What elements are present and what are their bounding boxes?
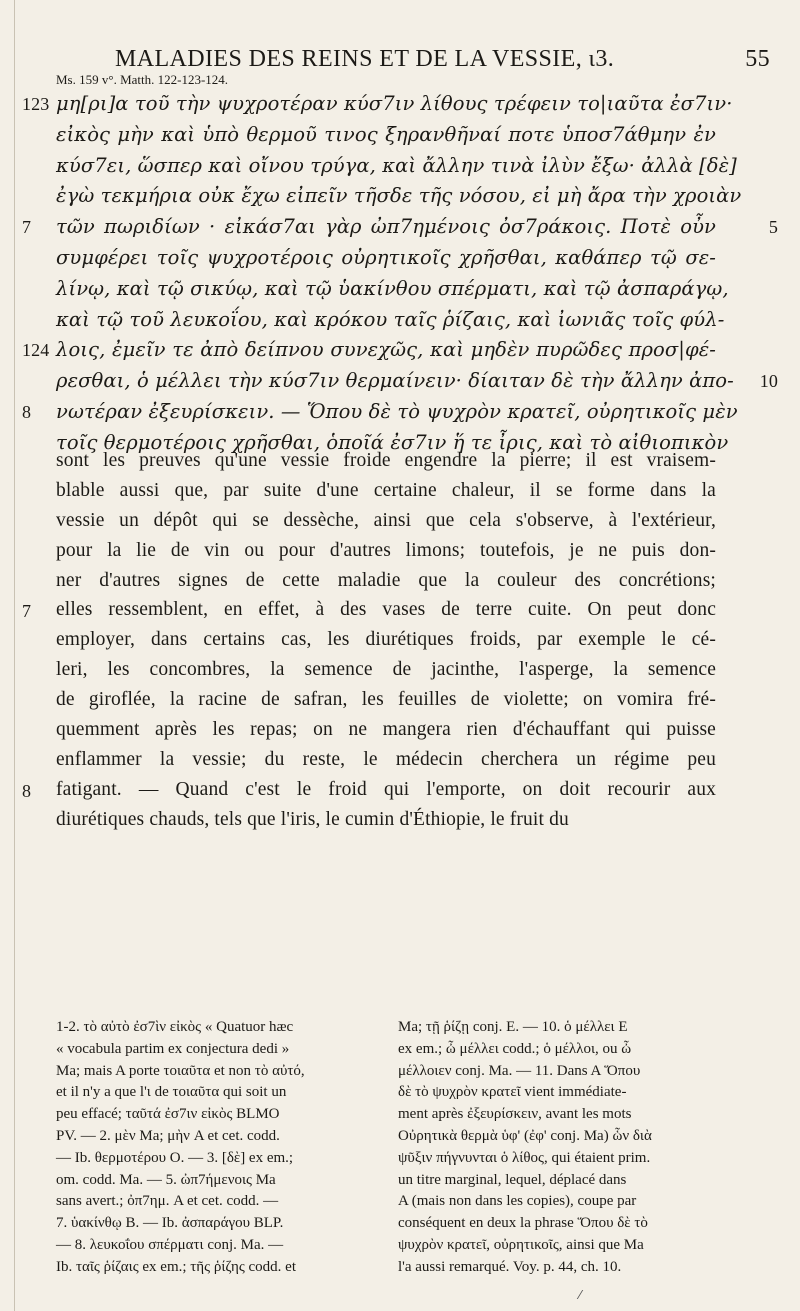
footnote-line: et il n'y a que l'ι de τοιαῦτα qui soit un <box>56 1084 287 1101</box>
french-line-text: diurétiques chauds, tels que l'iris, le cumin d'Éthiopie, le fruit du <box>56 808 569 830</box>
footnote-line: Ma; mais A porte τοιαῦτα et non τὸ αὐτό, <box>56 1062 305 1079</box>
greek-line <box>22 92 733 123</box>
french-line <box>56 510 716 540</box>
greek-line-text: ρεσθαι, ὁ μέλλει τὴν κύσ7ιν θερμαίνειν· δίαιταν δὲ τὴν ἄλλην ἀπο- <box>56 369 734 393</box>
french-line-text: employer, dans certains cas, les diurétiques froids, par exemple le cé- <box>56 629 716 651</box>
greek-line-text: ἐγὼ τεκμήρια οὐκ ἔχω εἰπεῖν τῆσδε τῆς νόσου, εἰ μὴ ἄρα τὴν χροιὰν <box>56 184 742 208</box>
margin-number-left: 123 <box>22 94 50 114</box>
page-number: 55 <box>745 46 770 72</box>
french-line <box>56 540 716 570</box>
footnote-line: ex em.; ὦ μέλλει codd.; ὁ μέλλοι, ou ὦ <box>398 1040 632 1057</box>
greek-line <box>22 338 716 369</box>
footnote-line: peu effacé; ταῦτά ἐσ7ιν εἰκὸς BLMO <box>56 1106 280 1123</box>
footnote-line: — 8. λευκοΐου σπέρματι conj. Ma. — <box>56 1236 284 1253</box>
margin-number-left: 124 <box>22 340 50 361</box>
footnote-line: l'a aussi remarqué. Voy. p. 44, ch. 10. <box>398 1258 622 1275</box>
margin-number-left: 7 <box>22 217 32 238</box>
french-line-text: leri, les concombres, la semence de jacinthe, l'asperge, la semence <box>56 659 716 681</box>
margin-number-right: 10 <box>759 371 778 392</box>
footnote-line: δὲ τὸ ψυχρὸν κρατεῖ vient immédiate- <box>398 1084 627 1101</box>
french-line <box>56 450 716 480</box>
french-line-text: enflammer la vessie; du reste, le médecin cherchera un régime peu <box>56 748 716 770</box>
greek-line <box>56 246 716 277</box>
footnote-line: — Ib. θερμοτέρου O. — 3. [δὲ] ex em.; <box>56 1149 294 1166</box>
footnote-line: ψῦξιν πήγνυνται ὁ λίθος, qui étaient prim. <box>398 1149 651 1166</box>
greek-line-text: εἰκὸς μὴν καὶ ὑπὸ θερμοῦ τινος ξηρανθῆναί ποτε ὑποσ7άθμην ἐν <box>56 122 716 146</box>
footnote-line: conséquent en deux la phrase Ὅπου δὲ τὸ <box>398 1215 648 1232</box>
margin-number-right: 5 <box>768 217 778 238</box>
greek-line-text: καὶ τῷ τοῦ λευκοΐου, καὶ κρόκου ταῖς ῥίζαις, καὶ ἰωνιᾶς τοῖς φύλ- <box>56 307 725 331</box>
running-title: MALADIES DES REINS ET DE LA VESSIE, ι3. <box>115 46 615 72</box>
french-line-text: quemment après les repas; on ne mangera rien d'échauffant qui puisse <box>56 719 716 741</box>
footnote-line: Ib. ταῖς ῥίζαις ex em.; τῆς ῥίζης codd. et <box>56 1258 297 1275</box>
footnote-line: A (mais non dans les copies), coupe par <box>398 1193 637 1210</box>
french-line-text: fatigant. — Quand c'est le froid qui l'emporte, on doit recourir aux <box>56 778 716 800</box>
greek-line-text: νωτέραν ἐξευρίσκειν. — Ὅπου δὲ τὸ ψυχρὸν κρατεῖ, οὐρητικοῖς μὲν <box>56 399 738 423</box>
greek-line <box>56 369 778 400</box>
greek-line-text: κύσ7ει, ὥσπερ καὶ οἴνου τρύγα, καὶ ἄλλην τινὰ ἰλὺν ἔξω· ἀλλὰ [δὲ] <box>56 153 737 177</box>
greek-line-text: τῶν πωριδίων · εἰκάσ7αι γὰρ ὠπ7ημένοις ὀσ7ράκοις. Ποτὲ οὖν <box>56 215 716 239</box>
greek-line <box>56 307 725 339</box>
greek-line <box>56 276 729 308</box>
french-line-text: elles ressemblent, en effet, à des vases de terre cuite. On peut donc <box>56 599 716 621</box>
french-line <box>56 749 716 779</box>
greek-line-text: λοις, ἐμεῖν τε ἀπὸ δείπνου συνεχῶς, καὶ μηδὲν πυρῶδες προσ|φέ- <box>56 338 716 362</box>
footnotes <box>56 1017 716 1275</box>
greek-line-text: μη[ρι]α τοῦ τὴν ψυχροτέραν κύσ7ιν λίθους τρέφειν το|ιαῦτα ἐσ7ιν· <box>56 92 733 115</box>
french-line-text: pour la lie de vin ou pour d'autres limons; toutefois, je ne puis don- <box>56 539 716 561</box>
footnote-line: ψυχρὸν κρατεῖ, οὐρητικοῖς, ainsi que Ma <box>398 1236 644 1253</box>
greek-line <box>56 123 716 154</box>
greek-text-block <box>22 92 778 462</box>
french-line <box>56 480 716 510</box>
french-line <box>56 570 716 600</box>
french-translation-block <box>22 450 716 839</box>
footnote-line: sans avert.; ὀπ7ημ. A et cet. codd. — <box>56 1193 279 1210</box>
french-line-text: blable aussi que, par suite d'une certaine chaleur, il se forme dans la <box>56 479 716 501</box>
footnote-line: om. codd. Ma. — 5. ὠπ7ήμενοις Ma <box>56 1171 276 1188</box>
footnote-line: Οὐρητικὰ θερμὰ ὑφ' (ἐφ' conj. Ma) ὧν διὰ <box>398 1127 652 1144</box>
greek-line-text: συμφέρει τοῖς ψυχροτέροις οὐρητικοῖς χρῆσθαι, καθάπερ τῷ σε- <box>56 245 716 269</box>
french-line <box>56 809 716 839</box>
footnote-line: 7. ὑακίνθῳ B. — Ib. ἀσπαράγου BLP. <box>56 1215 284 1232</box>
footnote-line: « vocabula partim ex conjectura dedi » <box>56 1040 290 1057</box>
french-line-text: ner d'autres signes de cette maladie que la couleur des concrétions; <box>56 569 716 591</box>
footnotes-left-column <box>56 1017 374 1279</box>
french-line <box>56 719 716 749</box>
footnote-line: μέλλοιεν conj. Ma. — 11. Dans A Ὅπου <box>398 1062 641 1079</box>
french-line-text: vessie un dépôt qui se dessèche, ainsi que cela s'observe, à l'extérieur, <box>56 509 716 531</box>
greek-line-text: λίνῳ, καὶ τῷ σικύῳ, καὶ τῷ ὑακίνθου σπέρματι, καὶ τῷ ἀσπαράγῳ, <box>56 276 729 300</box>
french-line <box>56 659 716 689</box>
margin-number-left: 8 <box>22 780 32 801</box>
footnote-line: Ma; τῇ ῥίζῃ conj. E. — 10. ὁ μέλλει E <box>398 1019 628 1035</box>
footnote-line: un titre marginal, lequel, déplacé dans <box>398 1171 627 1188</box>
greek-line <box>56 153 737 185</box>
french-line-text: de giroflée, la racine de safran, les feuilles de violette; on vomira fré- <box>56 689 716 711</box>
footnote-line: ment après ἐξευρίσκειν, avant les mots <box>398 1106 632 1123</box>
footnote-line: PV. — 2. μὲν Ma; μὴν A et cet. codd. <box>56 1127 280 1144</box>
stray-mark: ⁄ <box>579 1288 582 1302</box>
margin-number-left: 8 <box>22 401 32 422</box>
french-line <box>22 599 716 629</box>
footnote-line: 1-2. τὸ αὐτὸ ἐσ7ὶν εἰκὸς « Quatuor hæc <box>56 1019 294 1035</box>
greek-line-text: τοῖς θερμοτέροις χρῆσθαι, ὁποῖά ἐσ7ιν ἥ τε ἶρις, καὶ τὸ αἰθιοπικὸν <box>56 430 729 454</box>
greek-line <box>56 184 742 215</box>
french-line-text: sont les preuves qu'une vessie froide engendre la pierre; il est vraisem- <box>56 450 716 471</box>
french-line <box>22 778 716 809</box>
margin-number-left: 7 <box>22 601 32 622</box>
manuscript-reference: Ms. 159 v°. Matth. 122-123-124. <box>56 72 229 87</box>
footnotes-right-column <box>398 1017 716 1279</box>
french-line <box>56 629 716 659</box>
greek-line <box>22 399 738 431</box>
french-line <box>56 689 716 719</box>
gutter-edge <box>14 0 15 1311</box>
greek-line <box>22 215 778 246</box>
